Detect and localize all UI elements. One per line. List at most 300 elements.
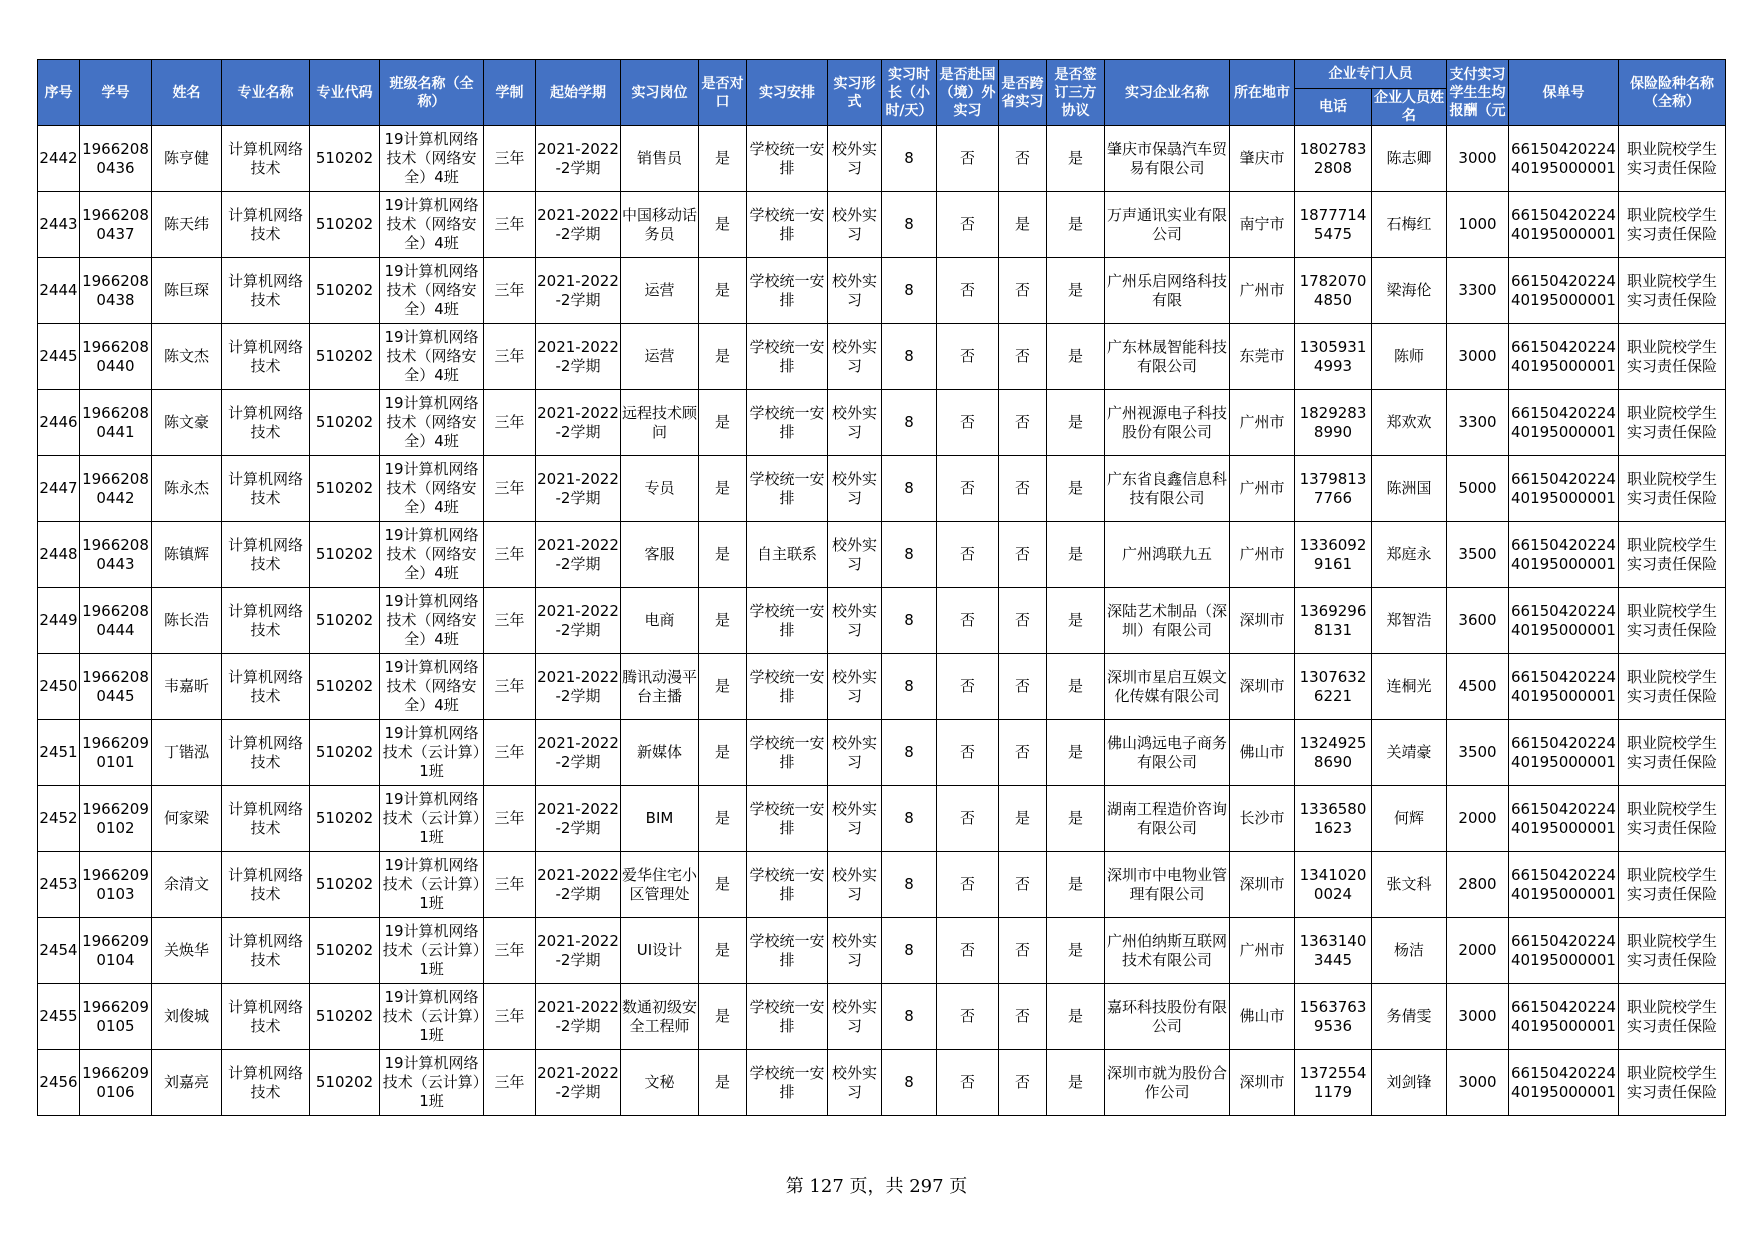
cell-major-code: 510202 bbox=[310, 1050, 380, 1116]
cell-city: 深圳市 bbox=[1230, 1050, 1295, 1116]
cell-cross-province: 否 bbox=[999, 588, 1047, 654]
cell-contact-name: 陈洲国 bbox=[1372, 456, 1447, 522]
cell-city: 东莞市 bbox=[1230, 324, 1295, 390]
cell-cross-province: 否 bbox=[999, 984, 1047, 1050]
cell-matched: 是 bbox=[699, 720, 747, 786]
cell-tripartite: 是 bbox=[1047, 918, 1105, 984]
cell-seq: 2446 bbox=[38, 390, 80, 456]
cell-form: 校外实习 bbox=[828, 258, 882, 324]
cell-arrangement: 学校统一安排 bbox=[747, 390, 828, 456]
cell-name: 陈文豪 bbox=[152, 390, 222, 456]
cell-phone: 18777145475 bbox=[1295, 192, 1372, 258]
cell-cross-province: 否 bbox=[999, 654, 1047, 720]
col-seq: 序号 bbox=[38, 60, 80, 126]
cell-phone: 13410200024 bbox=[1295, 852, 1372, 918]
cell-matched: 是 bbox=[699, 522, 747, 588]
cell-arrangement: 自主联系 bbox=[747, 522, 828, 588]
cell-class-name: 19计算机网络技术（网络安全）4班 bbox=[380, 258, 484, 324]
cell-seq: 2452 bbox=[38, 786, 80, 852]
cell-phone: 13798137766 bbox=[1295, 456, 1372, 522]
cell-tripartite: 是 bbox=[1047, 522, 1105, 588]
cell-form: 校外实习 bbox=[828, 984, 882, 1050]
cell-seq: 2442 bbox=[38, 126, 80, 192]
cell-student-id: 19662080444 bbox=[80, 588, 152, 654]
table-row bbox=[38, 786, 1726, 852]
cell-arrangement: 学校统一安排 bbox=[747, 984, 828, 1050]
cell-city: 广州市 bbox=[1230, 258, 1295, 324]
cell-class-name: 19计算机网络技术（云计算）1班 bbox=[380, 720, 484, 786]
cell-hours: 8 bbox=[882, 786, 937, 852]
cell-seq: 2449 bbox=[38, 588, 80, 654]
cell-student-id: 19662080440 bbox=[80, 324, 152, 390]
cell-insurance: 职业院校学生实习责任保险 bbox=[1619, 1050, 1726, 1116]
cell-cross-province: 否 bbox=[999, 918, 1047, 984]
cell-duration: 三年 bbox=[484, 588, 536, 654]
cell-tripartite: 是 bbox=[1047, 1050, 1105, 1116]
cell-position: 爱华住宅小区管理处 bbox=[621, 852, 699, 918]
cell-contact-name: 陈师 bbox=[1372, 324, 1447, 390]
cell-student-id: 19662090103 bbox=[80, 852, 152, 918]
cell-contact-name: 郑欢欢 bbox=[1372, 390, 1447, 456]
cell-pay: 5000 bbox=[1447, 456, 1509, 522]
cell-start-term: 2021-2022-2学期 bbox=[536, 1050, 621, 1116]
cell-contact-name: 郑庭永 bbox=[1372, 522, 1447, 588]
cell-city: 广州市 bbox=[1230, 390, 1295, 456]
cell-insurance: 职业院校学生实习责任保险 bbox=[1619, 192, 1726, 258]
table-row bbox=[38, 984, 1726, 1050]
cell-contact-name: 杨洁 bbox=[1372, 918, 1447, 984]
cell-class-name: 19计算机网络技术（网络安全）4班 bbox=[380, 192, 484, 258]
cell-seq: 2451 bbox=[38, 720, 80, 786]
cell-student-id: 19662080438 bbox=[80, 258, 152, 324]
cell-contact-name: 石梅红 bbox=[1372, 192, 1447, 258]
cell-start-term: 2021-2022-2学期 bbox=[536, 126, 621, 192]
cell-policy-no: 6615042022440195000001 bbox=[1509, 126, 1619, 192]
cell-major-code: 510202 bbox=[310, 852, 380, 918]
cell-insurance: 职业院校学生实习责任保险 bbox=[1619, 852, 1726, 918]
cell-student-id: 19662080441 bbox=[80, 390, 152, 456]
cell-abroad: 否 bbox=[937, 654, 999, 720]
cell-arrangement: 学校统一安排 bbox=[747, 918, 828, 984]
cell-name: 刘俊城 bbox=[152, 984, 222, 1050]
cell-contact-name: 张文科 bbox=[1372, 852, 1447, 918]
cell-company: 广东林晟智能科技有限公司 bbox=[1105, 324, 1230, 390]
cell-tripartite: 是 bbox=[1047, 456, 1105, 522]
cell-policy-no: 6615042022440195000001 bbox=[1509, 522, 1619, 588]
cell-position: 中国移动话务员 bbox=[621, 192, 699, 258]
cell-tripartite: 是 bbox=[1047, 258, 1105, 324]
cell-class-name: 19计算机网络技术（云计算）1班 bbox=[380, 984, 484, 1050]
col-matched: 是否对口 bbox=[699, 60, 747, 126]
cell-start-term: 2021-2022-2学期 bbox=[536, 588, 621, 654]
cell-hours: 8 bbox=[882, 918, 937, 984]
cell-position: 新媒体 bbox=[621, 720, 699, 786]
cell-pay: 3500 bbox=[1447, 720, 1509, 786]
cell-name: 丁锴泓 bbox=[152, 720, 222, 786]
cell-insurance: 职业院校学生实习责任保险 bbox=[1619, 456, 1726, 522]
cell-duration: 三年 bbox=[484, 126, 536, 192]
cell-duration: 三年 bbox=[484, 258, 536, 324]
cell-arrangement: 学校统一安排 bbox=[747, 192, 828, 258]
cell-arrangement: 学校统一安排 bbox=[747, 852, 828, 918]
cell-cross-province: 否 bbox=[999, 126, 1047, 192]
cell-name: 刘嘉亮 bbox=[152, 1050, 222, 1116]
cell-hours: 8 bbox=[882, 852, 937, 918]
cell-abroad: 否 bbox=[937, 852, 999, 918]
cell-start-term: 2021-2022-2学期 bbox=[536, 786, 621, 852]
table-row bbox=[38, 588, 1726, 654]
cell-duration: 三年 bbox=[484, 390, 536, 456]
cell-seq: 2455 bbox=[38, 984, 80, 1050]
cell-arrangement: 学校统一安排 bbox=[747, 1050, 828, 1116]
cell-matched: 是 bbox=[699, 1050, 747, 1116]
cell-position: 腾讯动漫平台主播 bbox=[621, 654, 699, 720]
cell-duration: 三年 bbox=[484, 852, 536, 918]
cell-city: 深圳市 bbox=[1230, 654, 1295, 720]
cell-position: 数通初级安全工程师 bbox=[621, 984, 699, 1050]
table-row bbox=[38, 390, 1726, 456]
col-position: 实习岗位 bbox=[621, 60, 699, 126]
table-row bbox=[38, 522, 1726, 588]
cell-tripartite: 是 bbox=[1047, 654, 1105, 720]
cell-company: 广州乐启网络科技有限 bbox=[1105, 258, 1230, 324]
cell-phone: 13059314993 bbox=[1295, 324, 1372, 390]
col-company: 实习企业名称 bbox=[1105, 60, 1230, 126]
cell-student-id: 19662080445 bbox=[80, 654, 152, 720]
table-body bbox=[38, 126, 1726, 1116]
cell-hours: 8 bbox=[882, 258, 937, 324]
cell-position: 文秘 bbox=[621, 1050, 699, 1116]
cell-major: 计算机网络技术 bbox=[222, 720, 310, 786]
cell-city: 广州市 bbox=[1230, 522, 1295, 588]
cell-form: 校外实习 bbox=[828, 456, 882, 522]
cell-duration: 三年 bbox=[484, 786, 536, 852]
cell-contact-name: 郑智浩 bbox=[1372, 588, 1447, 654]
cell-major-code: 510202 bbox=[310, 786, 380, 852]
cell-name: 陈天纬 bbox=[152, 192, 222, 258]
cell-pay: 3000 bbox=[1447, 1050, 1509, 1116]
cell-company: 广州视源电子科技股份有限公司 bbox=[1105, 390, 1230, 456]
cell-policy-no: 6615042022440195000001 bbox=[1509, 588, 1619, 654]
cell-phone: 18292838990 bbox=[1295, 390, 1372, 456]
cell-arrangement: 学校统一安排 bbox=[747, 258, 828, 324]
cell-class-name: 19计算机网络技术（网络安全）4班 bbox=[380, 324, 484, 390]
cell-form: 校外实习 bbox=[828, 852, 882, 918]
col-city: 所在地市 bbox=[1230, 60, 1295, 126]
cell-major-code: 510202 bbox=[310, 984, 380, 1050]
cell-form: 校外实习 bbox=[828, 126, 882, 192]
cell-phone: 18027832808 bbox=[1295, 126, 1372, 192]
cell-arrangement: 学校统一安排 bbox=[747, 456, 828, 522]
cell-abroad: 否 bbox=[937, 192, 999, 258]
cell-duration: 三年 bbox=[484, 1050, 536, 1116]
cell-major-code: 510202 bbox=[310, 258, 380, 324]
cell-phone: 13360929161 bbox=[1295, 522, 1372, 588]
cell-city: 广州市 bbox=[1230, 918, 1295, 984]
cell-name: 陈文杰 bbox=[152, 324, 222, 390]
cell-phone: 13631403445 bbox=[1295, 918, 1372, 984]
col-form: 实习形式 bbox=[828, 60, 882, 126]
col-name: 姓名 bbox=[152, 60, 222, 126]
cell-major-code: 510202 bbox=[310, 720, 380, 786]
cell-company: 广州鸿联九五 bbox=[1105, 522, 1230, 588]
cell-start-term: 2021-2022-2学期 bbox=[536, 984, 621, 1050]
cell-company: 佛山鸿远电子商务有限公司 bbox=[1105, 720, 1230, 786]
cell-major-code: 510202 bbox=[310, 588, 380, 654]
cell-company: 深陆艺术制品（深圳）有限公司 bbox=[1105, 588, 1230, 654]
cell-abroad: 否 bbox=[937, 324, 999, 390]
cell-pay: 3500 bbox=[1447, 522, 1509, 588]
cell-major: 计算机网络技术 bbox=[222, 588, 310, 654]
cell-name: 陈永杰 bbox=[152, 456, 222, 522]
cell-cross-province: 否 bbox=[999, 258, 1047, 324]
cell-class-name: 19计算机网络技术（网络安全）4班 bbox=[380, 126, 484, 192]
cell-company: 嘉环科技股份有限公司 bbox=[1105, 984, 1230, 1050]
cell-abroad: 否 bbox=[937, 456, 999, 522]
cell-pay: 3000 bbox=[1447, 324, 1509, 390]
cell-pay: 2000 bbox=[1447, 786, 1509, 852]
cell-position: 销售员 bbox=[621, 126, 699, 192]
cell-policy-no: 6615042022440195000001 bbox=[1509, 654, 1619, 720]
cell-insurance: 职业院校学生实习责任保险 bbox=[1619, 918, 1726, 984]
cell-policy-no: 6615042022440195000001 bbox=[1509, 1050, 1619, 1116]
cell-class-name: 19计算机网络技术（网络安全）4班 bbox=[380, 390, 484, 456]
cell-hours: 8 bbox=[882, 192, 937, 258]
cell-start-term: 2021-2022-2学期 bbox=[536, 918, 621, 984]
cell-city: 佛山市 bbox=[1230, 984, 1295, 1050]
cell-tripartite: 是 bbox=[1047, 720, 1105, 786]
cell-tripartite: 是 bbox=[1047, 324, 1105, 390]
cell-start-term: 2021-2022-2学期 bbox=[536, 654, 621, 720]
cell-start-term: 2021-2022-2学期 bbox=[536, 852, 621, 918]
cell-form: 校外实习 bbox=[828, 390, 882, 456]
cell-hours: 8 bbox=[882, 984, 937, 1050]
cell-insurance: 职业院校学生实习责任保险 bbox=[1619, 258, 1726, 324]
cell-form: 校外实习 bbox=[828, 588, 882, 654]
col-class-name: 班级名称（全称） bbox=[380, 60, 484, 126]
cell-city: 肇庆市 bbox=[1230, 126, 1295, 192]
cell-insurance: 职业院校学生实习责任保险 bbox=[1619, 324, 1726, 390]
cell-matched: 是 bbox=[699, 390, 747, 456]
cell-seq: 2443 bbox=[38, 192, 80, 258]
cell-pay: 1000 bbox=[1447, 192, 1509, 258]
cell-form: 校外实习 bbox=[828, 192, 882, 258]
cell-seq: 2454 bbox=[38, 918, 80, 984]
cell-phone: 13076326221 bbox=[1295, 654, 1372, 720]
cell-major-code: 510202 bbox=[310, 456, 380, 522]
cell-student-id: 19662090102 bbox=[80, 786, 152, 852]
cell-student-id: 19662090104 bbox=[80, 918, 152, 984]
cell-tripartite: 是 bbox=[1047, 390, 1105, 456]
cell-policy-no: 6615042022440195000001 bbox=[1509, 720, 1619, 786]
cell-policy-no: 6615042022440195000001 bbox=[1509, 918, 1619, 984]
cell-position: 远程技术顾问 bbox=[621, 390, 699, 456]
cell-start-term: 2021-2022-2学期 bbox=[536, 456, 621, 522]
cell-company: 湖南工程造价咨询有限公司 bbox=[1105, 786, 1230, 852]
table-row bbox=[38, 192, 1726, 258]
cell-matched: 是 bbox=[699, 192, 747, 258]
table-row bbox=[38, 456, 1726, 522]
cell-company: 广东省良鑫信息科技有限公司 bbox=[1105, 456, 1230, 522]
cell-city: 佛山市 bbox=[1230, 720, 1295, 786]
cell-duration: 三年 bbox=[484, 720, 536, 786]
cell-contact-name: 刘剑锋 bbox=[1372, 1050, 1447, 1116]
cell-matched: 是 bbox=[699, 654, 747, 720]
cell-duration: 三年 bbox=[484, 456, 536, 522]
cell-hours: 8 bbox=[882, 1050, 937, 1116]
cell-pay: 2000 bbox=[1447, 918, 1509, 984]
cell-company: 万声通讯实业有限公司 bbox=[1105, 192, 1230, 258]
cell-arrangement: 学校统一安排 bbox=[747, 654, 828, 720]
cell-major: 计算机网络技术 bbox=[222, 456, 310, 522]
cell-abroad: 否 bbox=[937, 1050, 999, 1116]
col-major-code: 专业代码 bbox=[310, 60, 380, 126]
cell-abroad: 否 bbox=[937, 984, 999, 1050]
col-hours: 实习时长（小时/天） bbox=[882, 60, 937, 126]
cell-form: 校外实习 bbox=[828, 918, 882, 984]
col-student-id: 学号 bbox=[80, 60, 152, 126]
cell-insurance: 职业院校学生实习责任保险 bbox=[1619, 984, 1726, 1050]
col-duration: 学制 bbox=[484, 60, 536, 126]
cell-form: 校外实习 bbox=[828, 720, 882, 786]
cell-contact-name: 陈志卿 bbox=[1372, 126, 1447, 192]
cell-major: 计算机网络技术 bbox=[222, 126, 310, 192]
col-tripartite: 是否签订三方协议 bbox=[1047, 60, 1105, 126]
cell-seq: 2447 bbox=[38, 456, 80, 522]
cell-city: 深圳市 bbox=[1230, 852, 1295, 918]
cell-phone: 15637639536 bbox=[1295, 984, 1372, 1050]
cell-hours: 8 bbox=[882, 456, 937, 522]
cell-form: 校外实习 bbox=[828, 1050, 882, 1116]
cell-duration: 三年 bbox=[484, 192, 536, 258]
cell-abroad: 否 bbox=[937, 588, 999, 654]
cell-matched: 是 bbox=[699, 786, 747, 852]
cell-abroad: 否 bbox=[937, 720, 999, 786]
cell-arrangement: 学校统一安排 bbox=[747, 588, 828, 654]
cell-form: 校外实习 bbox=[828, 654, 882, 720]
cell-major-code: 510202 bbox=[310, 126, 380, 192]
cell-seq: 2450 bbox=[38, 654, 80, 720]
cell-pay: 3300 bbox=[1447, 390, 1509, 456]
cell-major: 计算机网络技术 bbox=[222, 258, 310, 324]
cell-position: 运营 bbox=[621, 258, 699, 324]
cell-major: 计算机网络技术 bbox=[222, 390, 310, 456]
cell-insurance: 职业院校学生实习责任保险 bbox=[1619, 390, 1726, 456]
cell-company: 深圳市中电物业管理有限公司 bbox=[1105, 852, 1230, 918]
col-start-term: 起始学期 bbox=[536, 60, 621, 126]
cell-form: 校外实习 bbox=[828, 786, 882, 852]
cell-phone: 13692968131 bbox=[1295, 588, 1372, 654]
cell-cross-province: 否 bbox=[999, 456, 1047, 522]
col-policy-no: 保单号 bbox=[1509, 60, 1619, 126]
col-major: 专业名称 bbox=[222, 60, 310, 126]
cell-pay: 2800 bbox=[1447, 852, 1509, 918]
cell-major: 计算机网络技术 bbox=[222, 852, 310, 918]
cell-hours: 8 bbox=[882, 588, 937, 654]
cell-cross-province: 否 bbox=[999, 390, 1047, 456]
cell-abroad: 否 bbox=[937, 258, 999, 324]
cell-class-name: 19计算机网络技术（网络安全）4班 bbox=[380, 588, 484, 654]
cell-policy-no: 6615042022440195000001 bbox=[1509, 852, 1619, 918]
cell-student-id: 19662090106 bbox=[80, 1050, 152, 1116]
cell-arrangement: 学校统一安排 bbox=[747, 126, 828, 192]
cell-student-id: 19662090101 bbox=[80, 720, 152, 786]
table-row bbox=[38, 1050, 1726, 1116]
cell-cross-province: 否 bbox=[999, 852, 1047, 918]
cell-policy-no: 6615042022440195000001 bbox=[1509, 324, 1619, 390]
cell-tripartite: 是 bbox=[1047, 192, 1105, 258]
cell-class-name: 19计算机网络技术（网络安全）4班 bbox=[380, 654, 484, 720]
cell-name: 陈巨琛 bbox=[152, 258, 222, 324]
cell-seq: 2453 bbox=[38, 852, 80, 918]
cell-phone: 13725541179 bbox=[1295, 1050, 1372, 1116]
cell-name: 陈长浩 bbox=[152, 588, 222, 654]
cell-insurance: 职业院校学生实习责任保险 bbox=[1619, 588, 1726, 654]
cell-pay: 3600 bbox=[1447, 588, 1509, 654]
cell-cross-province: 否 bbox=[999, 324, 1047, 390]
page-number: 第 127 页，共 297 页 bbox=[785, 1176, 968, 1197]
cell-matched: 是 bbox=[699, 588, 747, 654]
table-row bbox=[38, 852, 1726, 918]
cell-position: 客服 bbox=[621, 522, 699, 588]
cell-insurance: 职业院校学生实习责任保险 bbox=[1619, 522, 1726, 588]
cell-start-term: 2021-2022-2学期 bbox=[536, 258, 621, 324]
cell-duration: 三年 bbox=[484, 918, 536, 984]
cell-tripartite: 是 bbox=[1047, 852, 1105, 918]
cell-tripartite: 是 bbox=[1047, 786, 1105, 852]
cell-major: 计算机网络技术 bbox=[222, 324, 310, 390]
cell-name: 余清文 bbox=[152, 852, 222, 918]
cell-tripartite: 是 bbox=[1047, 588, 1105, 654]
cell-company: 广州伯纳斯互联网技术有限公司 bbox=[1105, 918, 1230, 984]
cell-student-id: 19662080443 bbox=[80, 522, 152, 588]
cell-student-id: 19662080442 bbox=[80, 456, 152, 522]
cell-name: 陈镇辉 bbox=[152, 522, 222, 588]
cell-policy-no: 6615042022440195000001 bbox=[1509, 390, 1619, 456]
cell-hours: 8 bbox=[882, 522, 937, 588]
cell-class-name: 19计算机网络技术（云计算）1班 bbox=[380, 786, 484, 852]
cell-matched: 是 bbox=[699, 126, 747, 192]
cell-seq: 2445 bbox=[38, 324, 80, 390]
col-phone: 电话 bbox=[1295, 89, 1372, 126]
cell-insurance: 职业院校学生实习责任保险 bbox=[1619, 786, 1726, 852]
cell-tripartite: 是 bbox=[1047, 126, 1105, 192]
cell-major-code: 510202 bbox=[310, 522, 380, 588]
cell-arrangement: 学校统一安排 bbox=[747, 786, 828, 852]
cell-abroad: 否 bbox=[937, 126, 999, 192]
cell-position: 运营 bbox=[621, 324, 699, 390]
cell-policy-no: 6615042022440195000001 bbox=[1509, 456, 1619, 522]
cell-duration: 三年 bbox=[484, 984, 536, 1050]
internship-table-container bbox=[37, 59, 1726, 1116]
col-insurance: 保险险种名称（全称） bbox=[1619, 60, 1726, 126]
cell-matched: 是 bbox=[699, 852, 747, 918]
cell-hours: 8 bbox=[882, 720, 937, 786]
cell-duration: 三年 bbox=[484, 654, 536, 720]
cell-start-term: 2021-2022-2学期 bbox=[536, 324, 621, 390]
table-row bbox=[38, 258, 1726, 324]
col-pay: 支付实习学生生均报酬（元 bbox=[1447, 60, 1509, 126]
cell-major: 计算机网络技术 bbox=[222, 192, 310, 258]
cell-student-id: 19662080437 bbox=[80, 192, 152, 258]
table-row bbox=[38, 324, 1726, 390]
cell-matched: 是 bbox=[699, 918, 747, 984]
cell-contact-name: 何辉 bbox=[1372, 786, 1447, 852]
cell-cross-province: 是 bbox=[999, 192, 1047, 258]
cell-duration: 三年 bbox=[484, 324, 536, 390]
cell-city: 广州市 bbox=[1230, 456, 1295, 522]
cell-name: 陈亨健 bbox=[152, 126, 222, 192]
